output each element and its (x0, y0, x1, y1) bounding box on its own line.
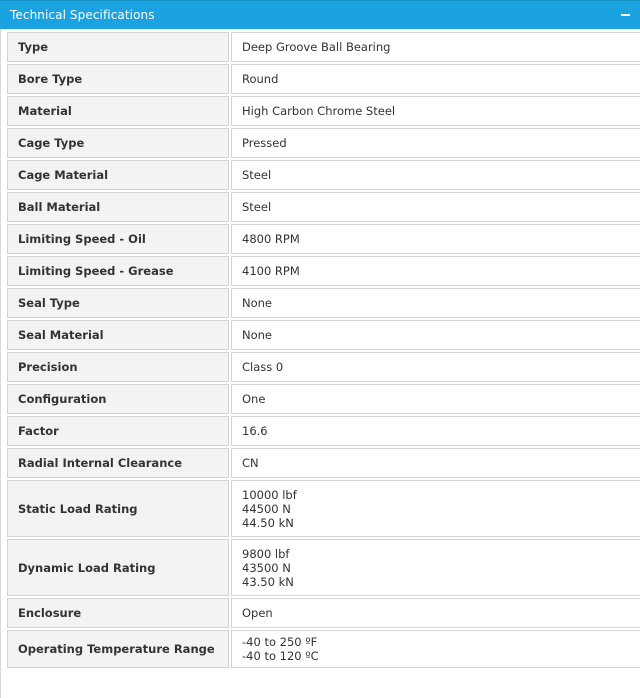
spec-value (231, 448, 640, 478)
spec-row (7, 448, 640, 478)
spec-value (231, 32, 640, 62)
spec-label: Cage Material (7, 160, 229, 190)
spec-value (231, 64, 640, 94)
spec-value-line: -40 to 250 ºF (242, 635, 318, 649)
spec-value-line: None (242, 296, 273, 310)
spec-row (7, 128, 640, 158)
spec-value-line: 16.6 (242, 424, 268, 438)
specs-table (5, 30, 640, 670)
spec-value-line: High Carbon Chrome Steel (242, 104, 396, 118)
spec-value-line: CN (242, 456, 259, 470)
spec-row (7, 192, 640, 222)
spec-label: Enclosure (7, 598, 229, 628)
spec-value-line: 10000 lbf (242, 487, 297, 502)
spec-value (231, 480, 640, 537)
panel-header[interactable] (0, 0, 640, 29)
spec-row (7, 352, 640, 382)
spec-value-line: Steel (242, 200, 272, 214)
spec-value-line: None (242, 328, 273, 342)
spec-row (7, 256, 640, 286)
spec-value-line: One (242, 392, 266, 406)
spec-row (7, 64, 640, 94)
spec-value-line: 44.50 kN (242, 515, 294, 530)
spec-label: Bore Type (7, 64, 229, 94)
spec-value (231, 320, 640, 350)
spec-row (7, 96, 640, 126)
spec-value-line: 9800 lbf (242, 546, 290, 561)
spec-row (7, 320, 640, 350)
spec-value-line: 44500 N (242, 501, 291, 516)
spec-value-line: Steel (242, 168, 272, 182)
spec-label: Material (7, 96, 229, 126)
spec-value-line: Class 0 (242, 360, 284, 374)
spec-value (231, 416, 640, 446)
panel-title: Technical Specifications (10, 8, 155, 22)
spec-value (231, 352, 640, 382)
panel-body (0, 29, 640, 698)
spec-value (231, 288, 640, 318)
spec-row (7, 416, 640, 446)
spec-value-line: Pressed (242, 136, 287, 150)
spec-label: Ball Material (7, 192, 229, 222)
spec-label: Cage Type (7, 128, 229, 158)
spec-row (7, 384, 640, 414)
spec-row (7, 288, 640, 318)
spec-label: Precision (7, 352, 229, 382)
spec-row (7, 32, 640, 62)
spec-value (231, 384, 640, 414)
spec-label: Configuration (7, 384, 229, 414)
spec-label: Dynamic Load Rating (7, 539, 229, 596)
spec-label: Static Load Rating (7, 480, 229, 537)
spec-label: Seal Type (7, 288, 229, 318)
spec-label: Factor (7, 416, 229, 446)
spec-label: Limiting Speed - Oil (7, 224, 229, 254)
spec-value (231, 160, 640, 190)
spec-value-line: Open (242, 606, 273, 620)
spec-value (231, 192, 640, 222)
spec-row (7, 630, 640, 668)
spec-label: Seal Material (7, 320, 229, 350)
spec-label: Operating Temperature Range (7, 630, 229, 668)
spec-label: Radial Internal Clearance (7, 448, 229, 478)
spec-value-line: 4100 RPM (242, 264, 300, 278)
spec-value (231, 224, 640, 254)
spec-value-line: 43.50 kN (242, 574, 294, 589)
spec-label: Type (7, 32, 229, 62)
spec-value-line: Deep Groove Ball Bearing (242, 40, 391, 54)
spec-row (7, 160, 640, 190)
spec-row (7, 539, 640, 596)
spec-value (231, 256, 640, 286)
spec-value-line: 4800 RPM (242, 232, 300, 246)
spec-value-line: 43500 N (242, 560, 291, 575)
spec-value (231, 96, 640, 126)
spec-row (7, 224, 640, 254)
spec-value-line: -40 to 120 ºC (242, 649, 319, 663)
minus-icon[interactable] (618, 8, 632, 22)
spec-value (231, 598, 640, 628)
spec-value (231, 128, 640, 158)
spec-row (7, 480, 640, 537)
spec-row (7, 598, 640, 628)
spec-value (231, 630, 640, 668)
spec-label: Limiting Speed - Grease (7, 256, 229, 286)
spec-value (231, 539, 640, 596)
spec-value-line: Round (242, 72, 279, 86)
